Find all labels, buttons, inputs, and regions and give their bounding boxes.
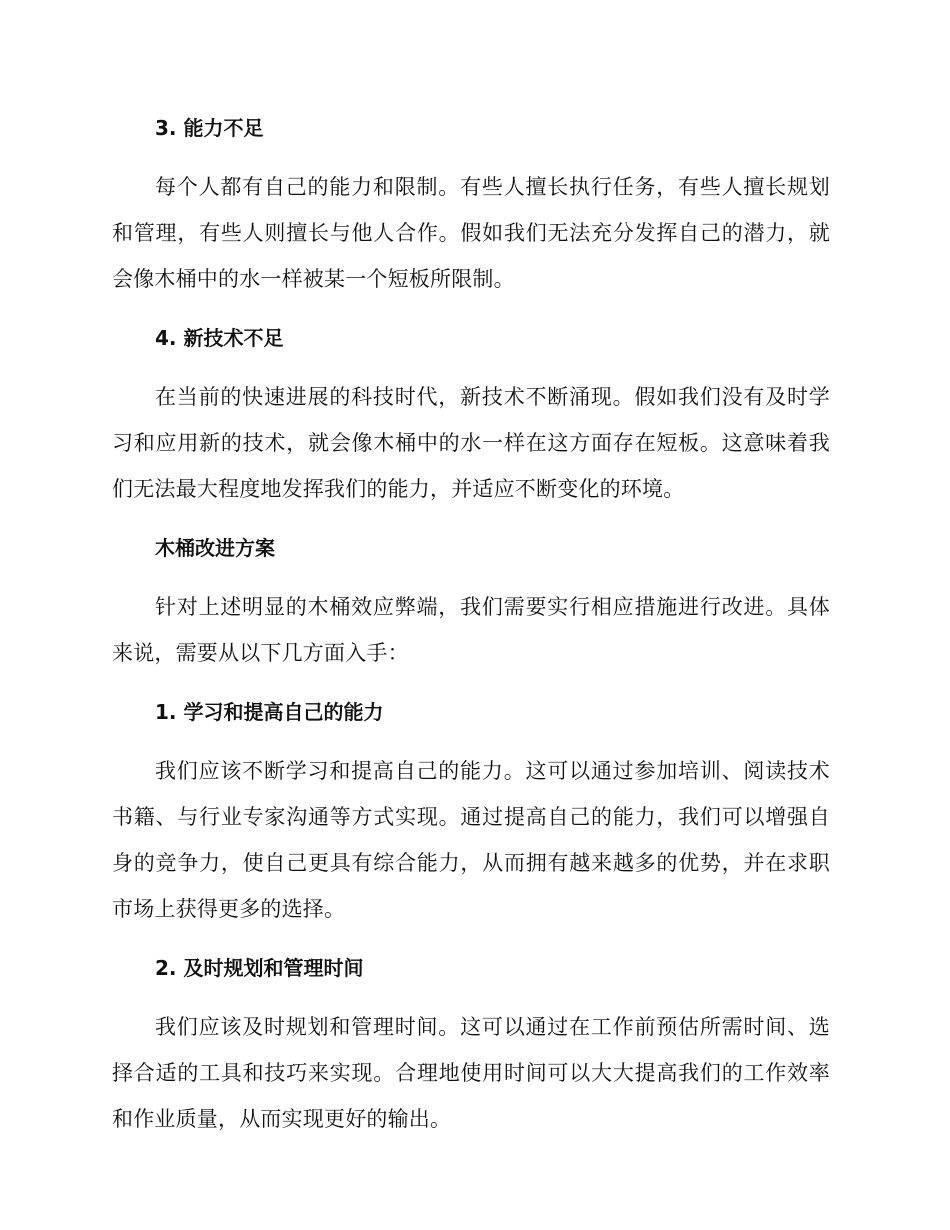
section-heading: 木桶改进方案 <box>155 536 275 560</box>
document-body <box>112 106 830 1142</box>
section-heading: 3. 能力不足 <box>155 116 264 140</box>
section-heading: 2. 及时规划和管理时间 <box>155 956 364 980</box>
section-paragraph: 每个人都有自己的能力和限制。有些人擅长执行任务，有些人擅长规划和管理，有些人则擅长与他人合作。假如我们无法充分发挥自己的潜力，就会像木桶中的水一样被某一个短板所限制。 <box>112 175 830 291</box>
section-paragraph: 我们应该不断学习和提高自己的能力。这可以通过参加培训、阅读技术书籍、与行业专家沟通等方式实现。通过提高自己的能力，我们可以增强自身的竞争力，使自己更具有综合能力，从而拥有越来越多的优势，并在求职市场上获得更多的选择。 <box>112 759 830 921</box>
section-paragraph: 针对上述明显的木桶效应弊端，我们需要实行相应措施进行改进。具体来说，需要从以下几方面入手： <box>112 595 830 665</box>
section-heading: 1. 学习和提高自己的能力 <box>155 700 384 724</box>
section-paragraph: 在当前的快速进展的科技时代，新技术不断涌现。假如我们没有及时学习和应用新的技术，就会像木桶中的水一样在这方面存在短板。这意味着我们无法最大程度地发挥我们的能力，并适应不断变化的环境。 <box>112 385 830 501</box>
section-paragraph: 我们应该及时规划和管理时间。这可以通过在工作前预估所需时间、选择合适的工具和技巧来实现。合理地使用时间可以大大提高我们的工作效率和作业质量，从而实现更好的输出。 <box>112 1015 830 1131</box>
section-heading: 4. 新技术不足 <box>155 326 284 350</box>
